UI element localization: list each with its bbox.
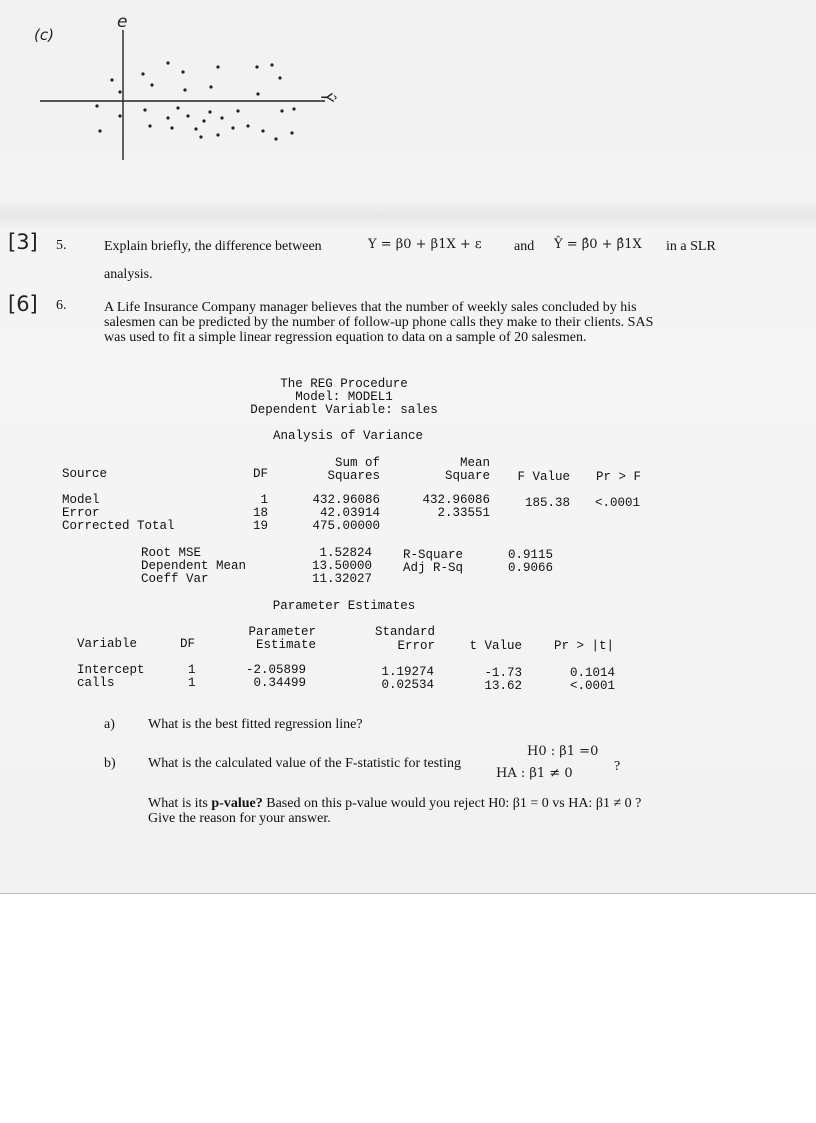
alternative-hypothesis: HA : β1 ≠ 0 (496, 766, 573, 781)
q5-text-cont: analysis. (104, 267, 153, 282)
pe-variable: calls (77, 676, 115, 690)
anova-source: Model (62, 493, 100, 507)
anova-col-ms-bottom: Square (444, 469, 490, 483)
q5-and: and (514, 239, 535, 254)
root-mse-value: 1.52824 (319, 546, 372, 560)
dependent-mean-label: Dependent Mean (141, 559, 247, 573)
anova-df: 1 (260, 493, 268, 507)
sas-procedure-title: The REG Procedure (280, 377, 408, 391)
pe-col-variable: Variable (77, 637, 138, 651)
reason-question: Give the reason for your answer. (148, 811, 331, 826)
null-hypothesis: H0 : β1 =0 (527, 744, 599, 759)
anova-df: 18 (252, 506, 268, 520)
p-value-q-end: Based on this p-value would you reject H0: β1 = 0 vs HA: β1 ≠ 0 ? (266, 796, 642, 811)
pe-col-se-bottom: Error (397, 639, 435, 653)
part-c-label: (c) (34, 26, 54, 44)
q5-text-end: in a SLR (666, 239, 716, 254)
residual-axis-label: e (117, 12, 128, 32)
r-square-label: R-Square (403, 548, 464, 562)
pe-col-t: t Value (469, 639, 522, 653)
root-mse-label: Root MSE (141, 546, 202, 560)
residual-plot (0, 0, 360, 170)
q6-number: 6. (56, 298, 67, 313)
anova-f: 185.38 (524, 496, 570, 510)
anova-col-source: Source (62, 467, 108, 481)
adj-r-sq-value: 0.9066 (508, 561, 554, 575)
sas-model-name: Model: MODEL1 (295, 390, 393, 404)
pe-col-estimate-bottom: Estimate (255, 638, 316, 652)
page-fold-shadow (0, 200, 816, 230)
pe-standard-error: 0.02534 (381, 678, 434, 692)
p-value-q-start: What is its (148, 796, 208, 811)
part-a-label: a) (104, 717, 115, 732)
coeff-var-value: 11.32027 (311, 572, 372, 586)
anova-title: Analysis of Variance (272, 429, 424, 443)
pe-col-p: Pr > |t| (554, 639, 615, 653)
q5-number: 5. (56, 238, 67, 253)
coeff-var-label: Coeff Var (141, 572, 209, 586)
q6-intro-line-2: salesmen can be predicted by the number of follow-up phone calls they make to their clients. SAS (104, 315, 654, 330)
anova-ss: 432.96086 (312, 493, 380, 507)
adj-r-sq-label: Adj R-Sq (403, 561, 464, 575)
anova-source: Corrected Total (62, 519, 175, 533)
pe-col-estimate-top: Parameter (248, 625, 316, 639)
part-b-label: b) (104, 756, 116, 771)
q5-model-eq-text: Y = β0 + β1X + ε (368, 237, 482, 252)
anova-df: 19 (252, 519, 268, 533)
pe-t-value: -1.73 (484, 666, 522, 680)
part-a-question: What is the best fitted regression line? (148, 717, 363, 732)
part-b-question-mark: ? (614, 759, 621, 774)
pe-p-value: 0.1014 (570, 666, 616, 680)
pe-t-value: 13.62 (484, 679, 522, 693)
anova-p: <.0001 (595, 496, 641, 510)
r-square-value: 0.9115 (508, 548, 554, 562)
anova-source: Error (62, 506, 100, 520)
pe-standard-error: 1.19274 (381, 665, 434, 679)
anova-col-df: DF (252, 467, 268, 481)
q5-model-equation (368, 237, 482, 252)
pe-p-value: <.0001 (570, 679, 616, 693)
anova-ms: 2.33551 (437, 506, 490, 520)
anova-col-ss-bottom: Squares (327, 469, 380, 483)
pe-col-df: DF (180, 637, 196, 651)
pe-estimate: -2.05899 (245, 663, 306, 677)
p-value-question (148, 796, 641, 811)
anova-col-f: F Value (517, 470, 570, 484)
pe-df: 1 (188, 663, 196, 677)
pe-df: 1 (188, 676, 196, 690)
q6-intro-line-1: A Life Insurance Company manager believes that the number of weekly sales concluded by his (104, 300, 637, 315)
q5-fitted-equation (554, 237, 642, 252)
q5-fitted-eq-text: Ŷ = β̂0 + β̂1X (554, 237, 642, 252)
anova-ms: 432.96086 (422, 493, 490, 507)
anova-ss: 42.03914 (319, 506, 380, 520)
p-value-q-bold: p-value? (211, 796, 263, 811)
parameter-estimates-title: Parameter Estimates (272, 599, 416, 613)
anova-col-ms-top: Mean (459, 456, 490, 470)
q5-marks: [3] (8, 230, 38, 254)
pe-estimate: 0.34499 (253, 676, 306, 690)
fitted-axis-label: Ŷ (316, 91, 338, 104)
q6-marks: [6] (8, 292, 38, 316)
anova-col-p: Pr > F (596, 470, 642, 484)
pe-variable: Intercept (77, 663, 145, 677)
sas-dependent-variable: Dependent Variable: sales (250, 403, 438, 417)
q6-intro-line-3: was used to fit a simple linear regression equation to data on a sample of 20 salesmen. (104, 330, 587, 345)
dependent-mean-value: 13.50000 (311, 559, 372, 573)
pe-col-se-top: Standard (374, 625, 435, 639)
part-b-question: What is the calculated value of the F-statistic for testing (148, 756, 461, 771)
anova-col-ss-top: Sum of (334, 456, 380, 470)
q5-text-start: Explain briefly, the difference between (104, 239, 322, 254)
anova-ss: 475.00000 (312, 519, 380, 533)
